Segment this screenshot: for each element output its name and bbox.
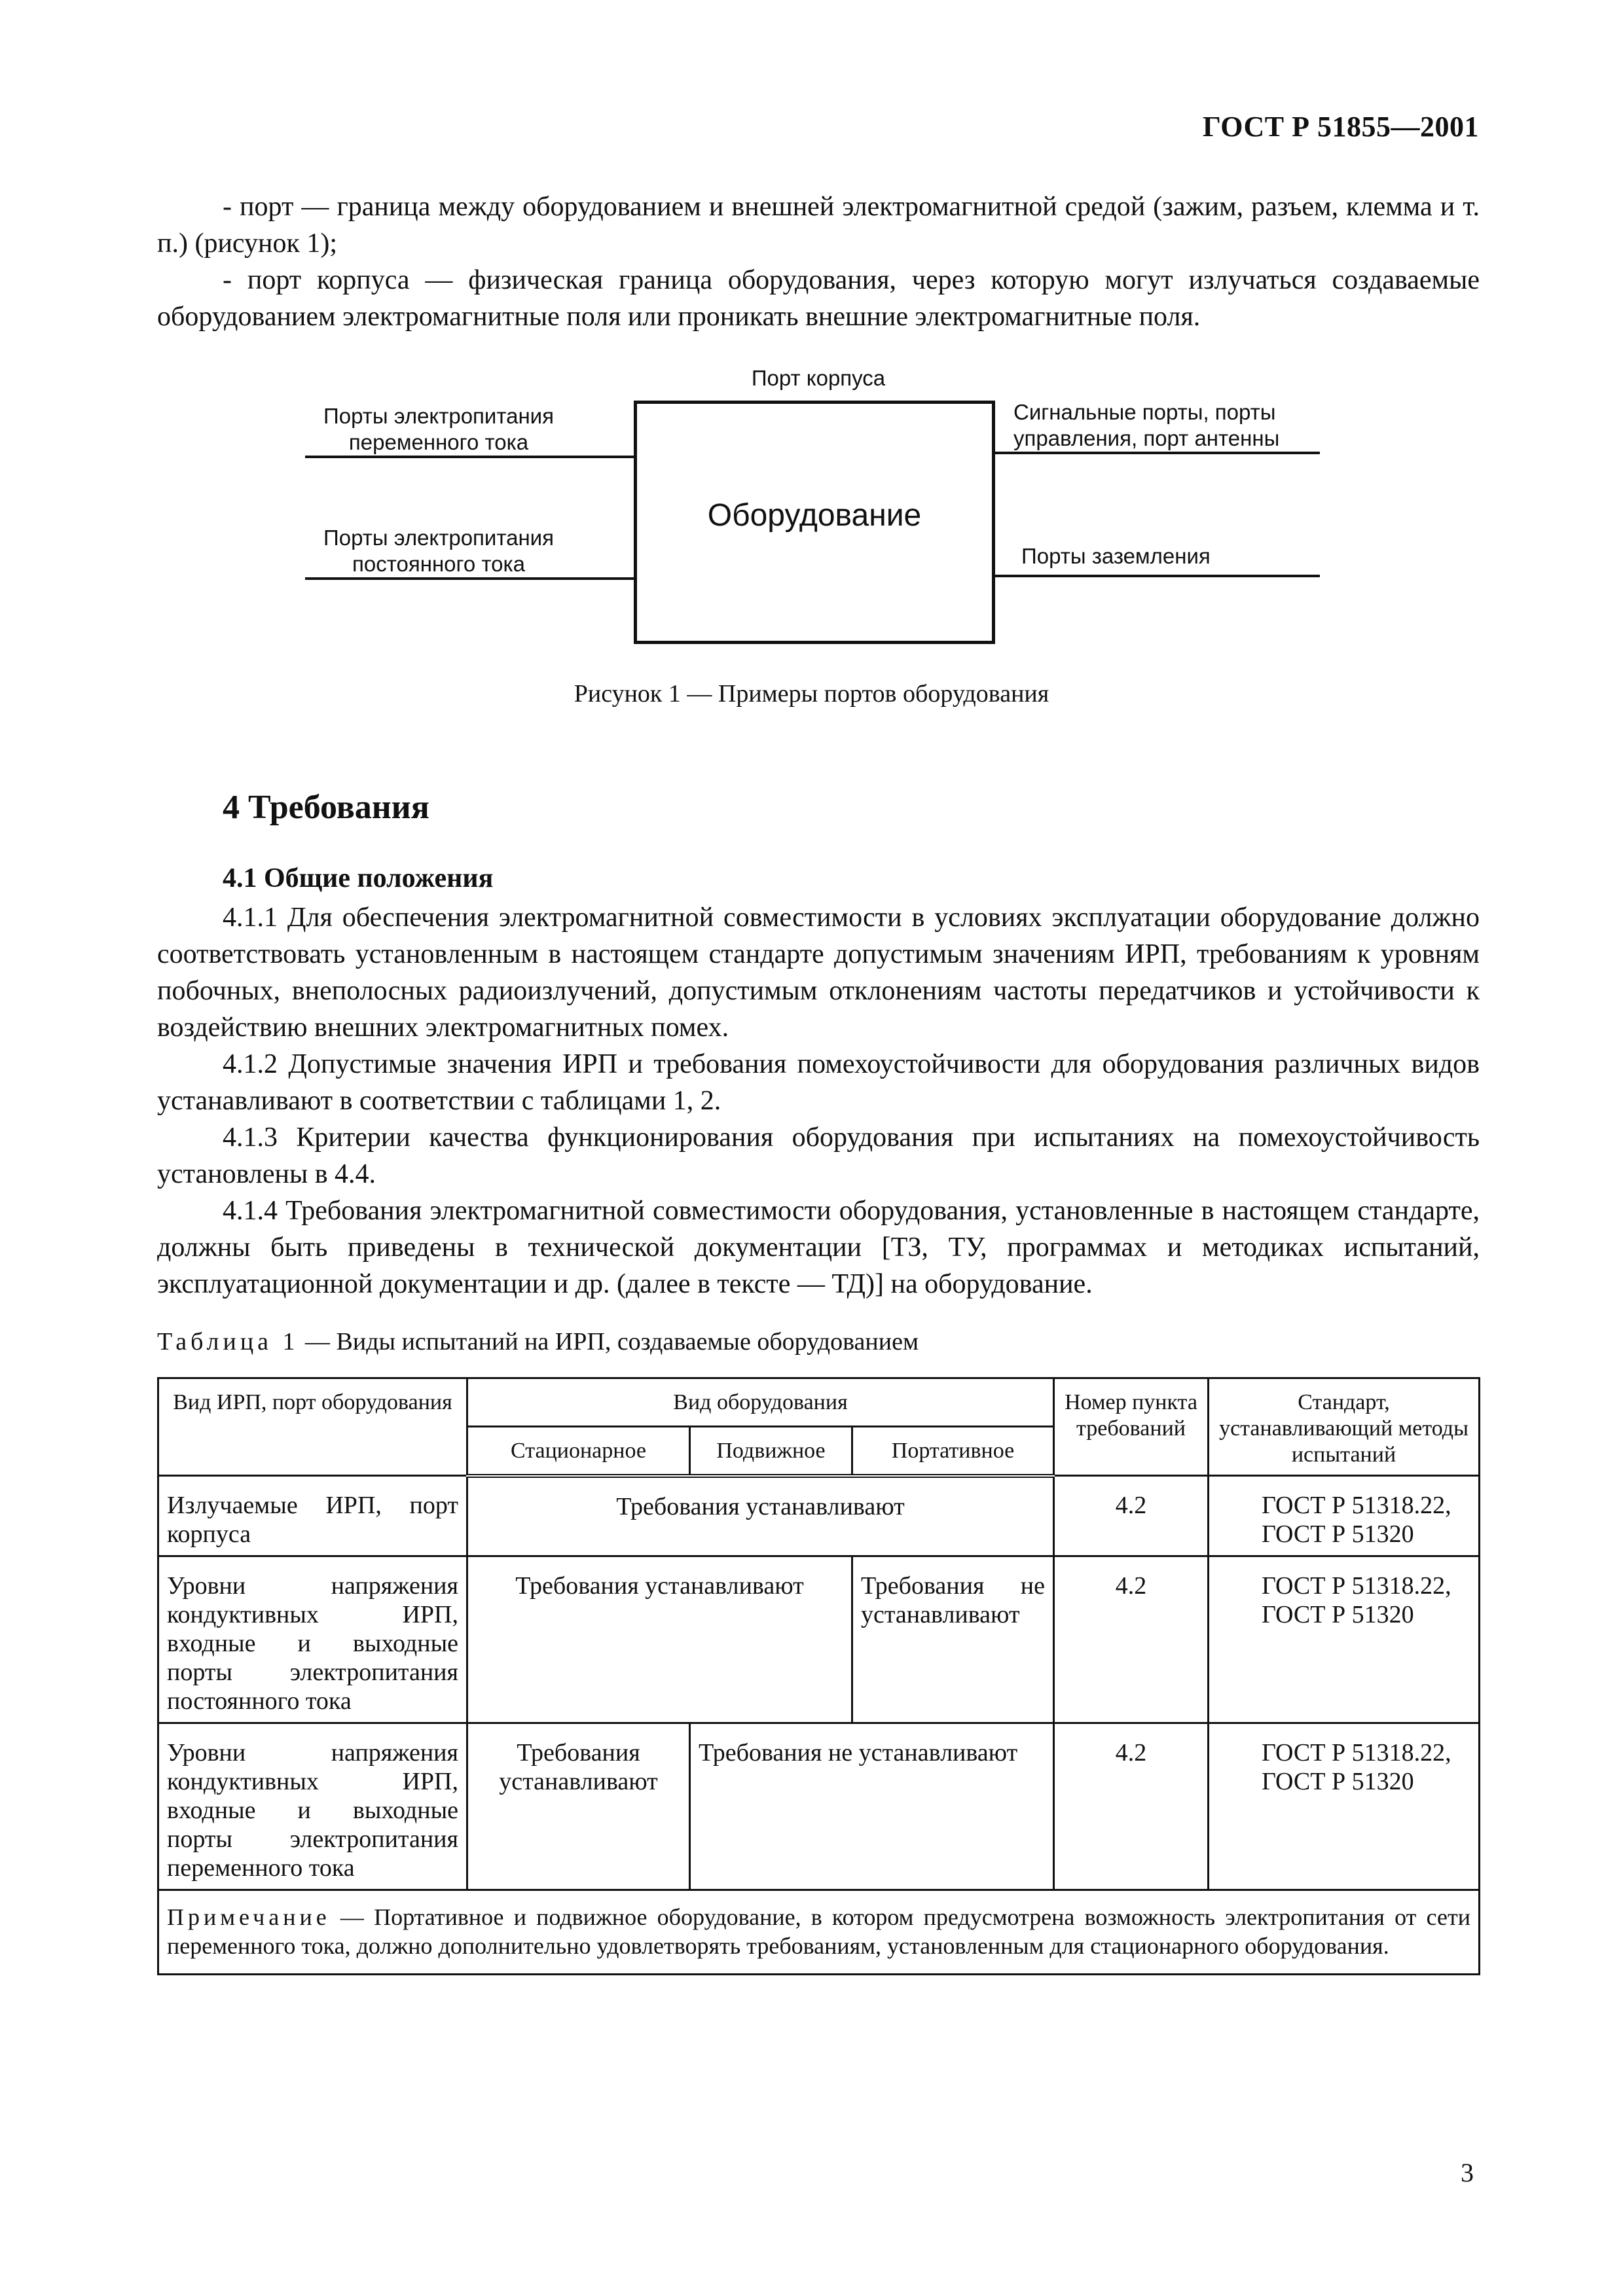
row3-item: 4.2: [1054, 1723, 1209, 1890]
header-test-standard: Стандарт, устанавливающий методы испытаний: [1209, 1378, 1480, 1476]
row1-item: 4.2: [1054, 1476, 1209, 1556]
subsection-heading: 4.1 Общие положения: [223, 863, 494, 893]
row2-item: 4.2: [1054, 1556, 1209, 1723]
header-disturbance-type: Вид ИРП, порт оборудования: [158, 1378, 467, 1476]
header-equipment-type: Вид оборудования: [467, 1378, 1054, 1427]
figure-equipment-ports: [0, 0, 1623, 720]
row3-requirement-other: Требования не устанавливают: [690, 1723, 1054, 1890]
row2-requirement-portable: Требования не устанавливают: [852, 1556, 1054, 1723]
table-note-text: — Портативное и подвижное оборудование, в котором предусмотрена возможность электропитания от сети переменного тока, должно дополнительно удовлетворять требованиям, установленным для стационарного оборудования.: [167, 1904, 1470, 1959]
row2-requirement: Требования устанавливают: [467, 1556, 852, 1723]
row3-requirement-stationary: Требования устанавливают: [467, 1723, 690, 1890]
header-portable: Портативное: [852, 1426, 1054, 1475]
ac-power-ports-label-line1: Порты электропитания: [323, 404, 554, 428]
header-requirement-item: Номер пункта требований: [1054, 1378, 1209, 1476]
dc-power-ports-label-line1: Порты электропитания: [323, 526, 554, 550]
row1-requirement: Требования устанавливают: [467, 1476, 1054, 1556]
paragraph-4-1-3-text: 4.1.3 Критерии качества функционирования оборудования при испытаниях на помехоустойчивость установлены в 4.4.: [157, 1122, 1480, 1189]
header-stationary: Стационарное: [467, 1426, 690, 1475]
paragraph-4-1-1-text: 4.1.1 Для обеспечения электромагнитной совместимости в условиях эксплуатации оборудование должно соответствовать установленным в настоящем стандарте допустимым значениям ИРП, требованиям к уровням побочных, внеполосных радиоизлучений, допустимым отклонениям частоты передатчиков и устойчивости к воздействию внешних электромагнитных помех.: [157, 903, 1480, 1043]
table-emission-tests: [157, 1377, 1478, 1975]
ground-ports-label: Порты заземления: [1021, 544, 1211, 568]
dc-power-port-line: [305, 577, 635, 580]
paragraph-4-1-2: [157, 1046, 1480, 1119]
case-port-definition-text: - порт корпуса — физическая граница оборудования, через которую могут излучаться создаваемые оборудованием электромагнитные поля или проникать внешние электромагнитные поля.: [157, 265, 1480, 332]
document-number-header: ГОСТ Р 51855—2001: [1202, 111, 1479, 143]
signal-ports-label-line2: управления, порт антенны: [1013, 426, 1280, 450]
table-note-row: [158, 1890, 1480, 1975]
signal-port-line: [994, 452, 1320, 454]
row2-standard: ГОСТ Р 51318.22, ГОСТ Р 51320: [1209, 1556, 1480, 1723]
paragraph-4-1-3: [157, 1119, 1480, 1193]
table-note: [158, 1890, 1480, 1975]
paragraph-4-1-2-text: 4.1.2 Допустимые значения ИРП и требования помехоустойчивости для оборудования различных видов устанавливают в соответствии с таблицами 1, 2.: [157, 1049, 1480, 1116]
table-row: [158, 1556, 1480, 1723]
ac-power-port-line: [305, 456, 635, 458]
page-number: 3: [1461, 2158, 1474, 2187]
ground-port-line: [994, 575, 1320, 577]
paragraph-4-1-4: [157, 1193, 1480, 1302]
row1-type: Излучаемые ИРП, порт корпуса: [158, 1476, 467, 1556]
row2-type: Уровни напряжения кондуктивных ИРП, входные и выходные порты электропитания постоянного тока: [158, 1556, 467, 1723]
case-port-label: Порт корпуса: [751, 366, 886, 390]
table-note-word: Примечание: [167, 1904, 331, 1930]
paragraph-4-1-4-text: 4.1.4 Требования электромагнитной совместимости оборудования, установленные в настоящем стандарте, должны быть приведены в технической документации [ТЗ, ТУ, программах и методиках испытаний, эксплуатационной документации и др. (далее в тексте — ТД)] на оборудование.: [157, 1196, 1480, 1299]
ac-power-ports-label-line2: переменного тока: [348, 430, 529, 454]
port-definition-text: - порт — граница между оборудованием и внешней электромагнитной средой (зажим, разъем, клемма и т. п.) (рисунок 1);: [157, 192, 1480, 259]
paragraph-4-1-1: [157, 899, 1480, 1046]
table-title-rest: — Виды испытаний на ИРП, создаваемые оборудованием: [299, 1328, 919, 1355]
figure-caption: Рисунок 1 — Примеры портов оборудования: [574, 680, 1049, 708]
header-mobile: Подвижное: [690, 1426, 852, 1475]
section-heading: 4 Требования: [223, 789, 429, 826]
row3-standard: ГОСТ Р 51318.22, ГОСТ Р 51320: [1209, 1723, 1480, 1890]
row3-type: Уровни напряжения кондуктивных ИРП, входные и выходные порты электропитания переменного тока: [158, 1723, 467, 1890]
row1-standard: ГОСТ Р 51318.22, ГОСТ Р 51320: [1209, 1476, 1480, 1556]
equipment-box-label: Оборудование: [707, 498, 922, 533]
table-row: [158, 1476, 1480, 1556]
table-row: [158, 1723, 1480, 1890]
table-title: [157, 1327, 919, 1356]
dc-power-ports-label-line2: постоянного тока: [352, 552, 525, 576]
table-title-word: Таблица 1: [157, 1328, 299, 1355]
signal-ports-label-line1: Сигнальные порты, порты: [1013, 400, 1276, 424]
